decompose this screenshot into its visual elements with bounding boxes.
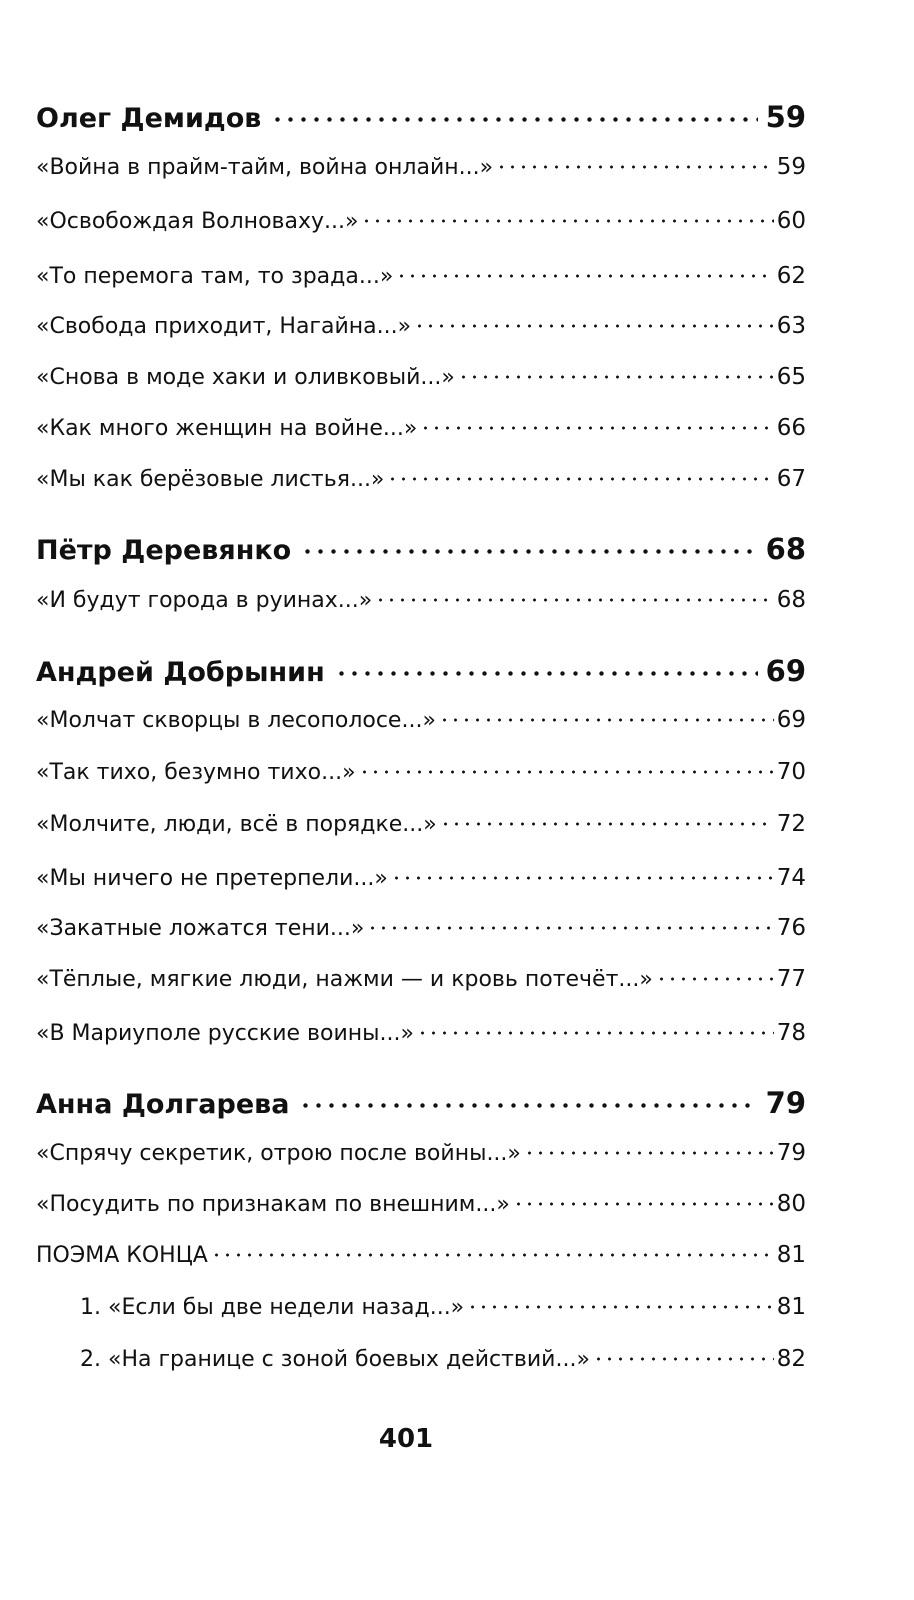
dot-leader [375, 585, 773, 607]
poem-entry [36, 152, 806, 180]
dot-leader [335, 654, 758, 681]
dot-leader [420, 413, 773, 435]
poem-title: ПОЭМА КОНЦА [36, 1243, 208, 1268]
poem-entry [36, 362, 806, 390]
dot-leader [467, 1292, 774, 1314]
poem-title: «Так тихо, безумно тихо...» [36, 760, 356, 785]
author-entry [36, 100, 806, 134]
dot-leader [361, 206, 773, 228]
poem-entry [36, 1018, 806, 1046]
dot-leader [414, 311, 774, 333]
poem-title: «Молчат скворцы в лесополосе...» [36, 708, 436, 733]
poem-entry [36, 705, 806, 733]
dot-leader [299, 1086, 757, 1113]
page-number: 68 [765, 532, 806, 566]
dot-leader [396, 261, 773, 283]
dot-leader [211, 1240, 774, 1262]
page-number: 62 [776, 263, 806, 289]
poem-entry [36, 311, 806, 339]
dot-leader [301, 532, 757, 559]
poem-entry [36, 206, 806, 234]
page-number: 67 [776, 466, 806, 492]
author-entry [36, 654, 806, 688]
poem-title: 2. «На границе с зоной боевых действий...» [80, 1347, 590, 1372]
author-name: Андрей Добрынин [36, 657, 325, 688]
page-number: 81 [776, 1242, 806, 1268]
page-number: 70 [776, 759, 806, 785]
dot-leader [387, 464, 773, 486]
poem-entry [36, 261, 806, 289]
poem-title: 1. «Если бы две недели назад...» [80, 1295, 465, 1320]
poem-title: «Свобода приходит, Нагайна...» [36, 314, 412, 339]
page-number: 74 [776, 865, 806, 891]
author-entry [36, 1086, 806, 1120]
page-number: 59 [765, 100, 806, 134]
page-folio: 401 [378, 1424, 434, 1454]
dot-leader [439, 705, 774, 727]
page-number: 66 [776, 415, 806, 441]
poem-entry [36, 913, 806, 941]
dot-leader [458, 362, 774, 384]
page-number: 79 [776, 1140, 806, 1166]
page-number: 77 [776, 966, 806, 992]
poem-title: «Спрячу секретик, отрою после войны...» [36, 1141, 521, 1166]
poem-entry [36, 964, 806, 992]
dot-leader [417, 1018, 774, 1040]
page-number: 63 [776, 313, 806, 339]
poem-entry [36, 1138, 806, 1166]
author-entry [36, 532, 806, 566]
page-number: 80 [776, 1191, 806, 1217]
dot-leader [440, 809, 774, 831]
poem-title: «В Мариуполе русские воины...» [36, 1021, 414, 1046]
poem-title: «Мы ничего не претерпели...» [36, 866, 388, 891]
poem-part-entry [80, 1292, 806, 1320]
page-number: 69 [765, 654, 806, 688]
poem-entry [36, 464, 806, 492]
dot-leader [496, 152, 774, 174]
dot-leader [513, 1189, 774, 1211]
page-number: 69 [776, 707, 806, 733]
page-number: 76 [776, 915, 806, 941]
poem-title: «Освобождая Волноваху...» [36, 209, 359, 234]
page-number: 68 [776, 587, 806, 613]
page-number: 82 [776, 1346, 806, 1372]
poem-entry [36, 863, 806, 891]
page-number: 60 [776, 208, 806, 234]
poem-entry [36, 413, 806, 441]
poem-title: «Посудить по признакам по внешним...» [36, 1192, 510, 1217]
dot-leader [524, 1138, 774, 1160]
dot-leader [367, 913, 773, 935]
poem-entry [36, 1189, 806, 1217]
poem-entry [36, 585, 806, 613]
page-number: 78 [776, 1020, 806, 1046]
poem-entry [36, 1240, 806, 1268]
poem-title: «Закатные ложатся тени...» [36, 916, 365, 941]
author-name: Пётр Деревянко [36, 535, 292, 566]
poem-part-entry [80, 1344, 806, 1372]
poem-title: «То перемога там, то зрада...» [36, 264, 394, 289]
page-number: 72 [776, 811, 806, 837]
poem-entry [36, 757, 806, 785]
page-number: 79 [765, 1086, 806, 1120]
page-number: 59 [776, 154, 806, 180]
poem-entry [36, 809, 806, 837]
author-name: Анна Долгарева [36, 1089, 290, 1120]
poem-title: «Снова в моде хаки и оливковый...» [36, 365, 455, 390]
dot-leader [593, 1344, 774, 1366]
dot-leader [391, 863, 774, 885]
author-name: Олег Демидов [36, 103, 262, 134]
dot-leader [656, 964, 774, 986]
poem-title: «И будут города в руинах...» [36, 588, 373, 613]
page-number: 65 [776, 364, 806, 390]
poem-title: «Тёплые, мягкие люди, нажми — и кровь потечёт...» [36, 967, 653, 992]
poem-title: «Как много женщин на войне...» [36, 416, 418, 441]
poem-title: «Война в прайм-тайм, война онлайн...» [36, 155, 494, 180]
dot-leader [359, 757, 774, 779]
poem-title: «Молчите, люди, всё в порядке...» [36, 812, 437, 837]
dot-leader [271, 100, 757, 127]
poem-title: «Мы как берёзовые листья...» [36, 467, 385, 492]
page-number: 81 [776, 1294, 806, 1320]
